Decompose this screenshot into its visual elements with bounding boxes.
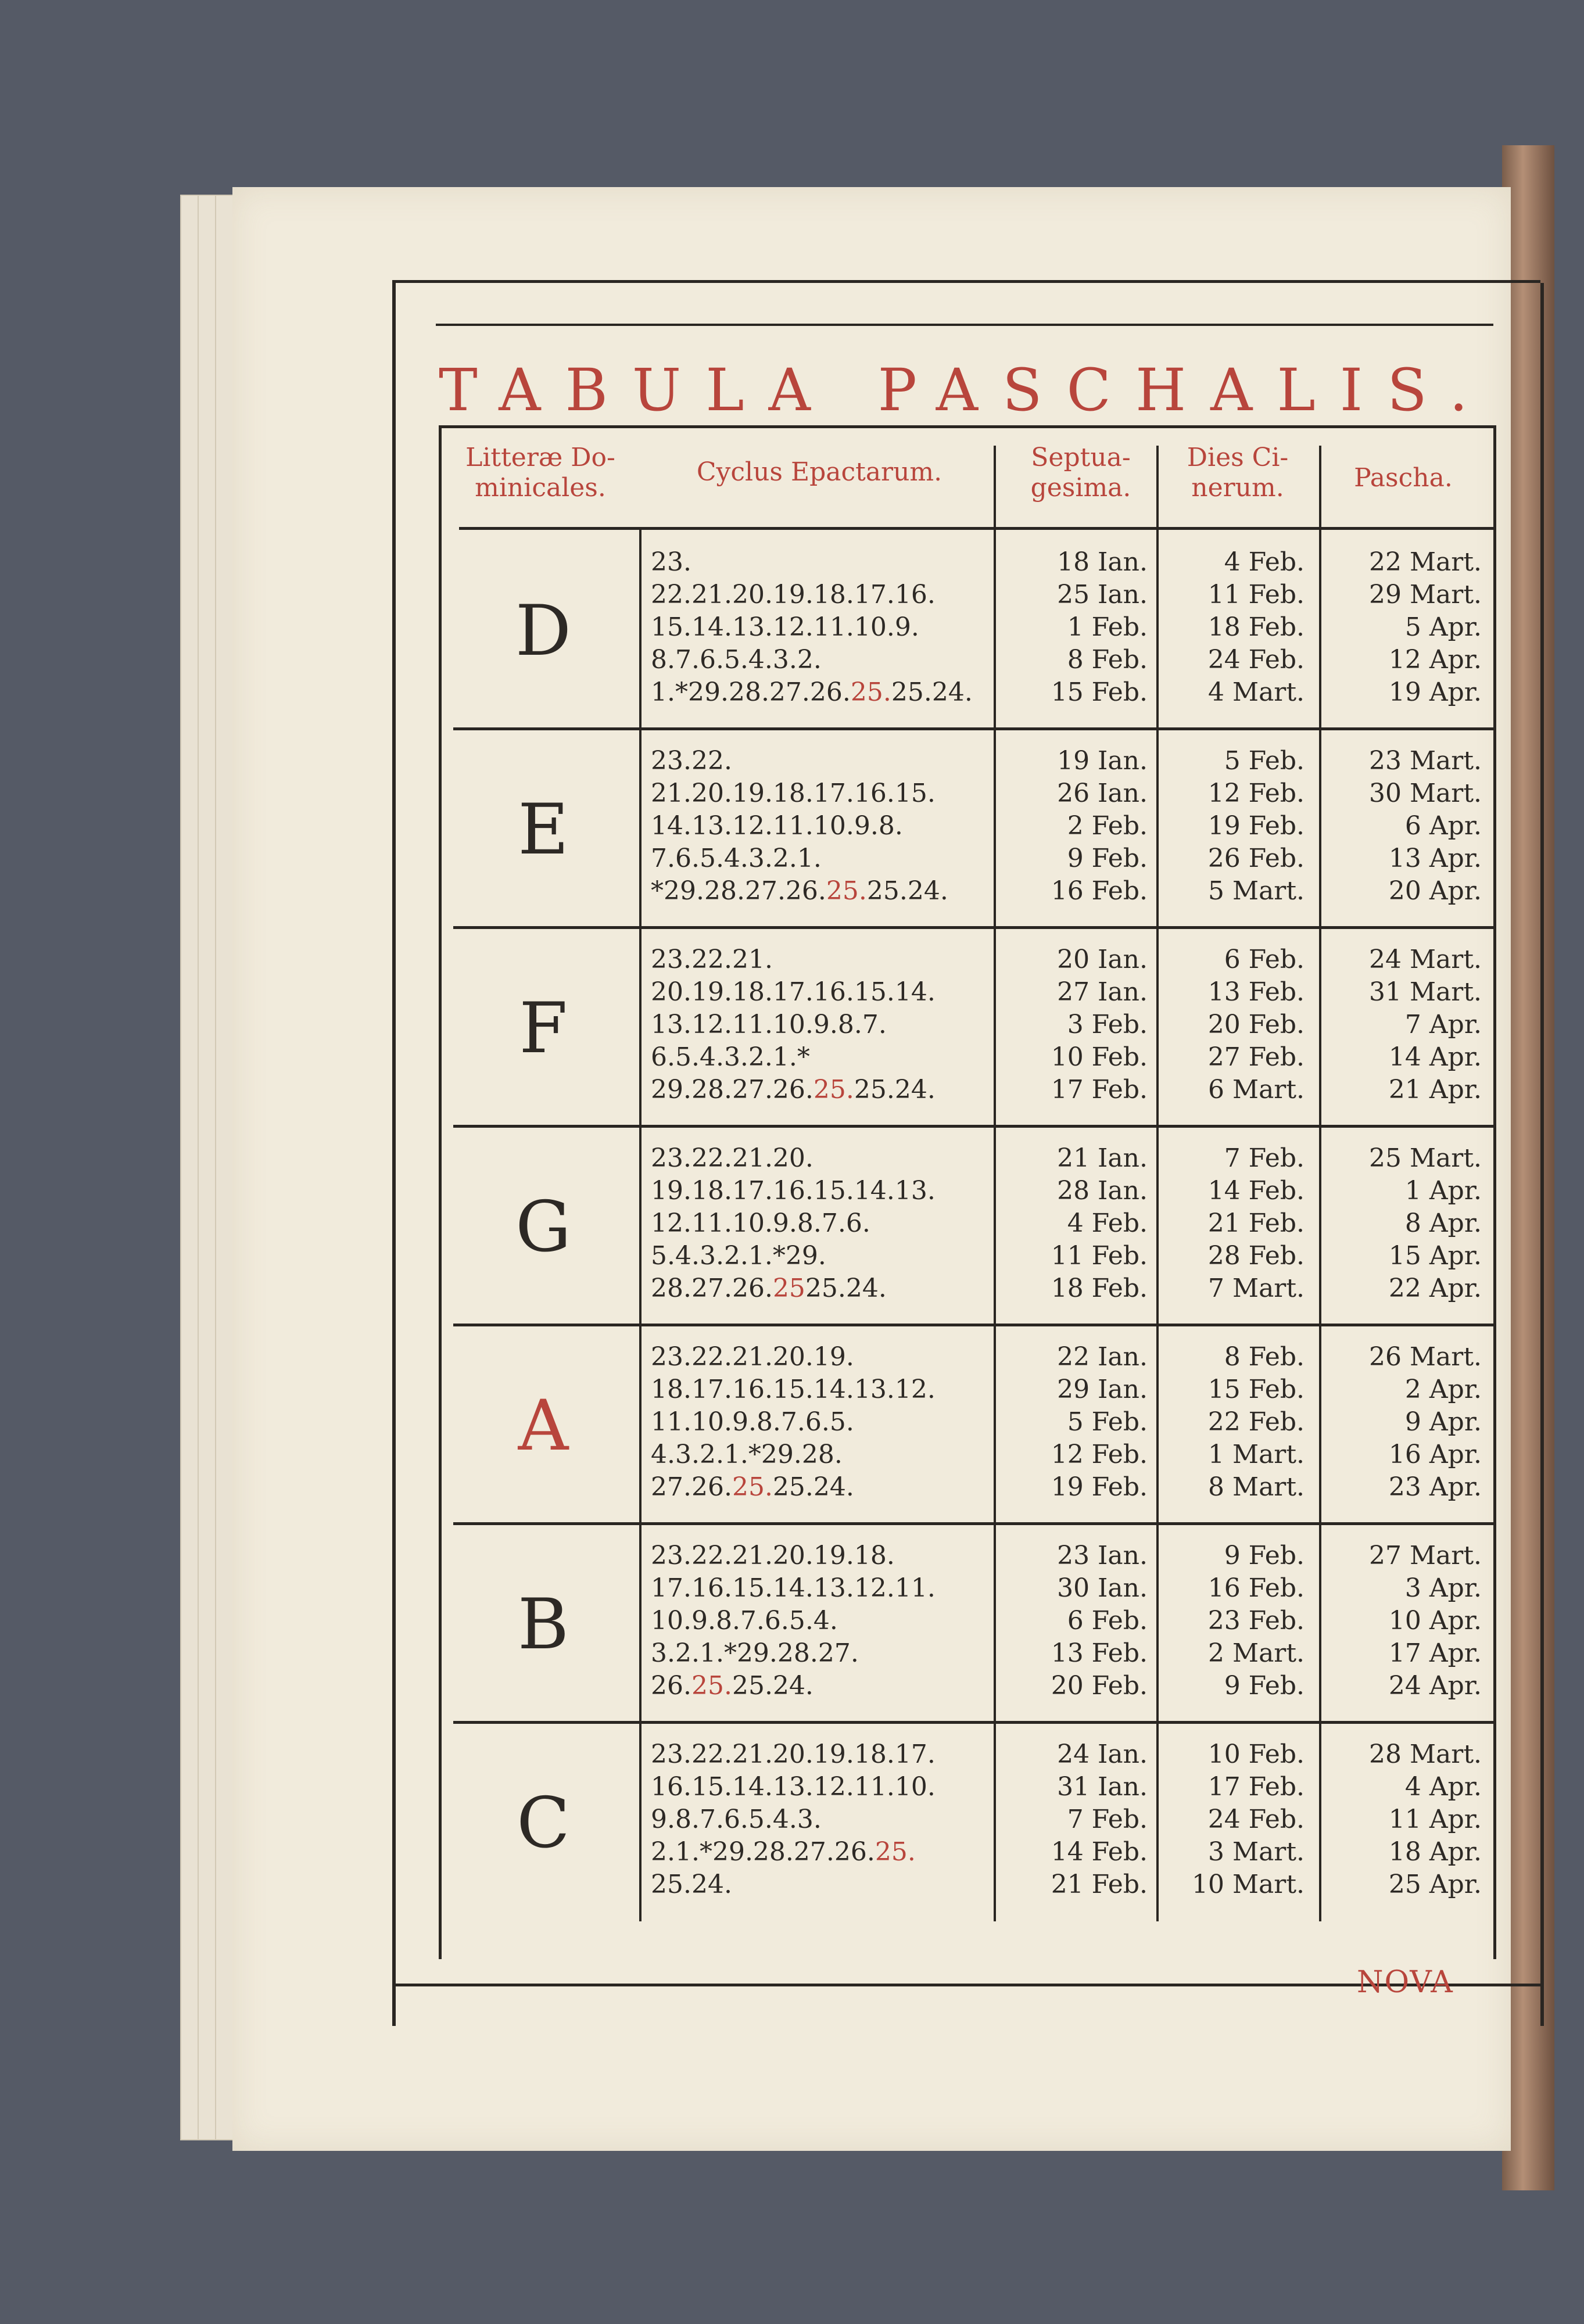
epact-cell — [651, 842, 822, 875]
epact-text: 16.15.14.13.12.11.10. — [651, 1772, 936, 1802]
dies-cinerum-cell: 21 Feb. — [1207, 1208, 1305, 1238]
pascha-cell: 25 Mart. — [1369, 1143, 1482, 1173]
epact-red-text: 25. — [813, 1075, 854, 1104]
dies-cinerum-cell: 19 Feb. — [1207, 811, 1305, 841]
epact-cell — [651, 1175, 936, 1207]
epact-red-text: 25. — [826, 876, 867, 906]
septuagesima-cell: 7 Feb. — [1067, 1805, 1148, 1834]
pascha-cell: 3 Apr. — [1404, 1573, 1482, 1603]
epact-cell — [651, 1341, 854, 1373]
epact-cell — [651, 777, 936, 810]
septuagesima-cell: 14 Feb. — [1051, 1837, 1148, 1867]
epact-text: 23.22.21.20.19. — [651, 1342, 854, 1372]
dies-cinerum-cell: 27 Feb. — [1207, 1042, 1305, 1072]
dominical-letter: F — [519, 988, 568, 1069]
septuagesima-cell: 20 Feb. — [1051, 1671, 1148, 1701]
header-line: Litteræ Do- — [465, 443, 615, 472]
septuagesima-cell: 1 Feb. — [1067, 612, 1148, 642]
septuagesima-cell: 18 Feb. — [1051, 1274, 1148, 1303]
dies-cinerum-cell: 4 Mart. — [1208, 677, 1305, 707]
epact-cell — [651, 944, 773, 976]
dies-cinerum-cell: 23 Feb. — [1207, 1606, 1305, 1636]
column-divider — [1319, 446, 1321, 1921]
dies-cinerum-cell: 16 Feb. — [1207, 1573, 1305, 1603]
epact-cell — [651, 1471, 854, 1504]
dies-cinerum-cell: 10 Feb. — [1207, 1740, 1305, 1769]
epact-cell — [651, 1540, 895, 1572]
septuagesima-cell: 13 Feb. — [1051, 1638, 1148, 1668]
septuagesima-cell: 25 Ian. — [1057, 580, 1148, 609]
dies-cinerum-cell: 15 Feb. — [1207, 1375, 1305, 1404]
pascha-cell: 14 Apr. — [1388, 1042, 1482, 1072]
epact-cell — [651, 1142, 813, 1175]
header-rule — [459, 527, 1493, 530]
septuagesima-cell: 27 Ian. — [1057, 977, 1148, 1007]
septuagesima-cell: 23 Ian. — [1057, 1541, 1148, 1570]
pascha-cell: 10 Apr. — [1388, 1606, 1482, 1636]
inner-frame-top — [436, 324, 1493, 326]
dominical-letter: G — [515, 1187, 571, 1268]
epact-text: 23.22.21.20.19.18. — [651, 1541, 895, 1570]
epact-cell — [651, 546, 691, 579]
septuagesima-cell: 5 Feb. — [1067, 1407, 1148, 1437]
dies-cinerum-cell: 13 Feb. — [1207, 977, 1305, 1007]
septuagesima-cell: 30 Ian. — [1057, 1573, 1148, 1603]
epact-tail-text: 25.24. — [891, 677, 973, 707]
dies-cinerum-cell: 24 Feb. — [1207, 1805, 1305, 1834]
epact-text: 23.22.21. — [651, 945, 773, 974]
pascha-cell: 20 Apr. — [1388, 876, 1482, 906]
dies-cinerum-cell: 2 Mart. — [1208, 1638, 1305, 1668]
epact-cell — [651, 745, 732, 777]
septuagesima-cell: 21 Ian. — [1057, 1143, 1148, 1173]
header-pascha: Pascha. — [1354, 463, 1453, 493]
epact-text: 29.28.27.26. — [651, 1075, 813, 1104]
pascha-cell: 26 Mart. — [1369, 1342, 1482, 1372]
epact-cell — [651, 1803, 822, 1836]
pascha-cell: 30 Mart. — [1369, 779, 1482, 808]
epact-cell — [651, 676, 973, 709]
book-page — [232, 187, 1511, 2151]
epact-cell — [651, 976, 936, 1009]
pascha-cell: 1 Apr. — [1404, 1176, 1482, 1206]
epact-text: 25.24. — [651, 1870, 732, 1899]
dies-cinerum-cell: 6 Mart. — [1208, 1075, 1305, 1104]
pascha-cell: 8 Apr. — [1404, 1208, 1482, 1238]
header-line: gesima. — [1030, 473, 1131, 503]
column-divider — [994, 446, 996, 1921]
dies-cinerum-cell: 20 Feb. — [1207, 1010, 1305, 1039]
dominical-letter: B — [517, 1584, 569, 1665]
epact-text: 2.1.*29.28.27.26. — [651, 1837, 875, 1867]
septuagesima-cell: 12 Feb. — [1051, 1440, 1148, 1469]
pascha-cell: 21 Apr. — [1388, 1075, 1482, 1104]
epact-tail-text: 25.24. — [805, 1274, 887, 1303]
epact-cell — [651, 1868, 732, 1901]
dominical-letter: C — [517, 1783, 570, 1864]
pascha-cell: 16 Apr. — [1388, 1440, 1482, 1469]
septuagesima-cell: 18 Ian. — [1057, 547, 1148, 577]
epact-cell — [651, 1406, 854, 1439]
pascha-cell: 25 Apr. — [1388, 1870, 1482, 1899]
dies-cinerum-cell: 8 Feb. — [1224, 1342, 1305, 1372]
epact-text: 23.22.21.20.19.18.17. — [651, 1740, 936, 1769]
epact-red-text: 25. — [850, 677, 891, 707]
septuagesima-cell: 15 Feb. — [1051, 677, 1148, 707]
pascha-cell: 11 Apr. — [1388, 1805, 1482, 1834]
epact-text: 9.8.7.6.5.4.3. — [651, 1805, 822, 1834]
epact-text: 20.19.18.17.16.15.14. — [651, 977, 936, 1007]
pascha-cell: 23 Apr. — [1388, 1472, 1482, 1502]
septuagesima-cell: 3 Feb. — [1067, 1010, 1148, 1039]
epact-cell — [651, 875, 948, 908]
epact-text: 26. — [651, 1671, 691, 1701]
epact-text: 1.*29.28.27.26. — [651, 677, 851, 707]
dominical-letter: A — [518, 1386, 569, 1466]
epact-cell — [651, 1439, 843, 1471]
header-dies-cinerum — [1165, 443, 1310, 518]
dies-cinerum-cell: 7 Feb. — [1224, 1143, 1305, 1173]
header-line: Septua- — [1031, 443, 1131, 472]
catchword: NOVA — [1357, 1965, 1454, 2000]
dies-cinerum-cell: 22 Feb. — [1207, 1407, 1305, 1437]
dies-cinerum-cell: 28 Feb. — [1207, 1241, 1305, 1271]
epact-cell — [651, 1572, 936, 1605]
epact-cell — [651, 1738, 936, 1771]
group-rule — [453, 1324, 1493, 1326]
epact-cell — [651, 1373, 936, 1406]
epact-text: 12.11.10.9.8.7.6. — [651, 1208, 870, 1238]
dies-cinerum-cell: 1 Mart. — [1208, 1440, 1305, 1469]
dominical-letter: D — [515, 591, 572, 672]
epact-text: 10.9.8.7.6.5.4. — [651, 1606, 838, 1636]
pascha-cell: 7 Apr. — [1404, 1010, 1482, 1039]
pascha-cell: 4 Apr. — [1404, 1772, 1482, 1802]
septuagesima-cell: 2 Feb. — [1067, 811, 1148, 841]
pascha-cell: 13 Apr. — [1388, 844, 1482, 873]
pascha-cell: 17 Apr. — [1388, 1638, 1482, 1668]
group-rule — [453, 727, 1493, 730]
dies-cinerum-cell: 6 Feb. — [1224, 945, 1305, 974]
septuagesima-cell: 8 Feb. — [1067, 645, 1148, 675]
epact-cell — [651, 1771, 936, 1803]
dies-cinerum-cell: 10 Mart. — [1192, 1870, 1305, 1899]
septuagesima-cell: 21 Feb. — [1051, 1870, 1148, 1899]
dominical-letter: E — [518, 790, 569, 870]
epact-tail-text: 25.24. — [866, 876, 948, 906]
epact-text: 15.14.13.12.11.10.9. — [651, 612, 919, 642]
pascha-cell: 29 Mart. — [1369, 580, 1482, 609]
epact-text: 13.12.11.10.9.8.7. — [651, 1010, 887, 1039]
epact-cell — [651, 1836, 916, 1868]
header-line: minicales. — [475, 473, 606, 503]
group-rule — [453, 1125, 1493, 1128]
septuagesima-cell: 10 Feb. — [1051, 1042, 1148, 1072]
septuagesima-cell: 24 Ian. — [1057, 1740, 1148, 1769]
epact-tail-text: 25.24. — [732, 1671, 813, 1701]
dies-cinerum-cell: 14 Feb. — [1207, 1176, 1305, 1206]
pascha-cell: 23 Mart. — [1369, 746, 1482, 776]
group-rule — [453, 1721, 1493, 1724]
dies-cinerum-cell: 17 Feb. — [1207, 1772, 1305, 1802]
septuagesima-cell: 9 Feb. — [1067, 844, 1148, 873]
epact-text: 4.3.2.1.*29.28. — [651, 1440, 843, 1469]
epact-text: 22.21.20.19.18.17.16. — [651, 580, 936, 609]
epact-text: 19.18.17.16.15.14.13. — [651, 1176, 936, 1206]
epact-text: 18.17.16.15.14.13.12. — [651, 1375, 936, 1404]
header-line: Dies Ci- — [1187, 443, 1289, 472]
epact-cell — [651, 1637, 859, 1670]
dies-cinerum-cell: 18 Feb. — [1207, 612, 1305, 642]
septuagesima-cell: 28 Ian. — [1057, 1176, 1148, 1206]
dies-cinerum-cell: 12 Feb. — [1207, 779, 1305, 808]
epact-text: 5.4.3.2.1.*29. — [651, 1241, 826, 1271]
dies-cinerum-cell: 26 Feb. — [1207, 844, 1305, 873]
epact-cell — [651, 579, 936, 611]
epact-text: 8.7.6.5.4.3.2. — [651, 645, 822, 675]
pascha-cell: 24 Mart. — [1369, 945, 1482, 974]
pascha-cell: 22 Mart. — [1369, 547, 1482, 577]
epact-cell — [651, 1240, 826, 1272]
epact-cell — [651, 1605, 838, 1637]
pascha-cell: 31 Mart. — [1369, 977, 1482, 1007]
epact-text: 23.22. — [651, 746, 732, 776]
header-cyclus-epactarum: Cyclus Epactarum. — [696, 457, 942, 487]
dies-cinerum-cell: 7 Mart. — [1208, 1274, 1305, 1303]
pascha-cell: 12 Apr. — [1388, 645, 1482, 675]
septuagesima-cell: 19 Feb. — [1051, 1472, 1148, 1502]
septuagesima-cell: 26 Ian. — [1057, 779, 1148, 808]
septuagesima-cell: 6 Feb. — [1067, 1606, 1148, 1636]
page-title: TABULA PASCHALIS. — [439, 356, 1493, 424]
header-line: nerum. — [1191, 473, 1284, 503]
group-rule — [453, 926, 1493, 929]
epact-text: 7.6.5.4.3.2.1. — [651, 844, 822, 873]
epact-text: 17.16.15.14.13.12.11. — [651, 1573, 936, 1603]
dies-cinerum-cell: 5 Feb. — [1224, 746, 1305, 776]
column-divider — [639, 527, 642, 1921]
epact-red-text: 25 — [772, 1274, 805, 1303]
epact-text: 11.10.9.8.7.6.5. — [651, 1407, 854, 1437]
epact-text: 27.26. — [651, 1472, 732, 1502]
septuagesima-cell: 16 Feb. — [1051, 876, 1148, 906]
epact-cell — [651, 611, 919, 644]
pascha-cell: 19 Apr. — [1388, 677, 1482, 707]
pascha-cell: 24 Apr. — [1388, 1671, 1482, 1701]
epact-cell — [651, 1670, 813, 1702]
epact-tail-text: 25.24. — [772, 1472, 854, 1502]
header-litterae-dominicales — [453, 443, 628, 518]
pascha-cell: 9 Apr. — [1404, 1407, 1482, 1437]
septuagesima-cell: 4 Feb. — [1067, 1208, 1148, 1238]
dies-cinerum-cell: 3 Mart. — [1208, 1837, 1305, 1867]
epact-text: *29.28.27.26. — [651, 876, 826, 906]
dies-cinerum-cell: 9 Feb. — [1224, 1541, 1305, 1570]
dies-cinerum-cell: 5 Mart. — [1208, 876, 1305, 906]
epact-red-text: 25. — [875, 1837, 916, 1867]
pascha-cell: 15 Apr. — [1388, 1241, 1482, 1271]
pascha-cell: 5 Apr. — [1404, 612, 1482, 642]
epact-red-text: 25. — [732, 1472, 773, 1502]
dies-cinerum-cell: 11 Feb. — [1207, 580, 1305, 609]
epact-cell — [651, 1207, 870, 1240]
epact-cell — [651, 1041, 810, 1074]
epact-text: 23.22.21.20. — [651, 1143, 813, 1173]
pascha-cell: 18 Apr. — [1388, 1837, 1482, 1867]
septuagesima-cell: 29 Ian. — [1057, 1375, 1148, 1404]
dies-cinerum-cell: 9 Feb. — [1224, 1671, 1305, 1701]
header-septuagesima — [1008, 443, 1153, 518]
column-divider — [1156, 446, 1159, 1921]
epact-red-text: 25. — [691, 1671, 732, 1701]
septuagesima-cell: 19 Ian. — [1057, 746, 1148, 776]
pascha-cell: 6 Apr. — [1404, 811, 1482, 841]
dies-cinerum-cell: 24 Feb. — [1207, 645, 1305, 675]
group-rule — [453, 1522, 1493, 1525]
septuagesima-cell: 31 Ian. — [1057, 1772, 1148, 1802]
septuagesima-cell: 22 Ian. — [1057, 1342, 1148, 1372]
epact-text: 23. — [651, 547, 691, 577]
epact-cell — [651, 1009, 887, 1041]
epact-cell — [651, 810, 903, 842]
dies-cinerum-cell: 8 Mart. — [1208, 1472, 1305, 1502]
pascha-cell: 2 Apr. — [1404, 1375, 1482, 1404]
epact-cell — [651, 1272, 887, 1305]
epact-text: 3.2.1.*29.28.27. — [651, 1638, 859, 1668]
epact-text: 14.13.12.11.10.9.8. — [651, 811, 903, 841]
pascha-cell: 27 Mart. — [1369, 1541, 1482, 1570]
epact-tail-text: 25.24. — [854, 1075, 936, 1104]
pascha-cell: 22 Apr. — [1388, 1274, 1482, 1303]
epact-text: 21.20.19.18.17.16.15. — [651, 779, 936, 808]
pascha-cell: 28 Mart. — [1369, 1740, 1482, 1769]
dies-cinerum-cell: 4 Feb. — [1224, 547, 1305, 577]
septuagesima-cell: 20 Ian. — [1057, 945, 1148, 974]
septuagesima-cell: 17 Feb. — [1051, 1075, 1148, 1104]
epact-text: 6.5.4.3.2.1.* — [651, 1042, 810, 1072]
septuagesima-cell: 11 Feb. — [1051, 1241, 1148, 1271]
epact-cell — [651, 644, 822, 676]
epact-cell — [651, 1074, 936, 1106]
epact-text: 28.27.26. — [651, 1274, 773, 1303]
